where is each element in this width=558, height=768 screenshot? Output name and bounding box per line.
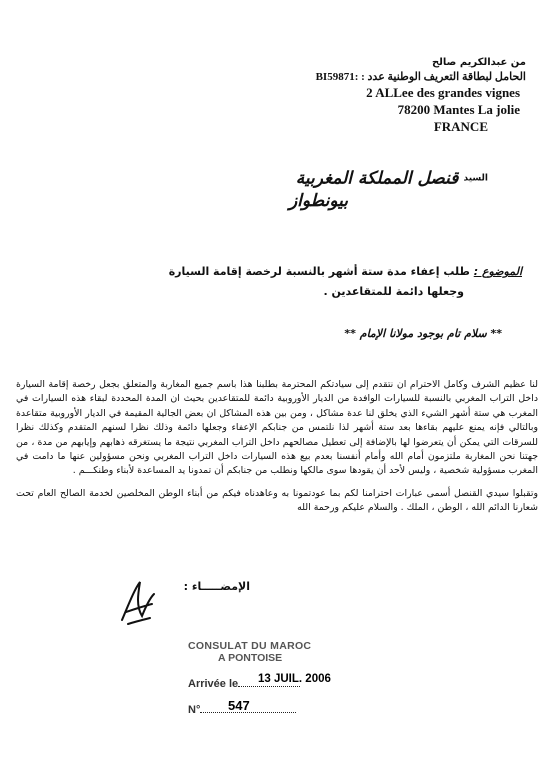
consulate-stamp (188, 640, 331, 716)
subject-line1: طلب إعفاء مدة ستة أشهر بالنسبة لرخصة إقامة السيارة (168, 265, 470, 278)
signature-label: الإمضـــــاء : (183, 580, 250, 593)
sender-id-label: الحامل لبطاقة التعريف الوطنية عدد : (361, 71, 526, 83)
letter-body (16, 378, 538, 516)
stamp-line2: A PONTOISE (218, 652, 283, 664)
recipient-city: بيونطواز (288, 190, 348, 211)
stamp-number-label: N° (188, 704, 201, 716)
sender-name: من عبدالكريم صالح (431, 57, 526, 68)
sender-id-number: BI59871: (315, 71, 359, 83)
stamp-number-value: 547 (228, 698, 250, 713)
body-paragraph-1: لنا عظيم الشرف وكامل الاحترام ان نتقدم إلى سيادتكم المحترمة بطلبنا هذا باسم جميع المغاربة والمتعلق بجعل رخصة إقامة السيارة داخل التراب المغربي بالنسبة للسيارات الوافدة من الديار الأوروبية دائمة للمتقاعدين بحيث ان المدة المحددة لبقاء هذه السيارات في المغرب هي ستة أشهر الشيء الذي يخلق لنا عدة مشاكل ، ومن بين هذه المشاكل ان بعض الجالية المقيمة في الديار الأوروبية متقاعدة وبالتالي فإنه يمنع عليهم بقاءها بعد ستة أشهر لذا نلتمس من جنابكم الإعفاء وجعلها دائمة وذلك نظرا لسنهم المتقدم وكذلك نظرا للسرقات التي يمكن أن يتعرضوا لها بالإضافة إلى تعطيل مصالحهم داخل التراب المغربي نتيجة ما يستغرقه ذهابهم وإيابهم من مدة ، من جهتنا نحن المغاربة ملتزمون أمام الله وأمام أنفسنا بعدم بيع هذه السيارات داخل التراب المغربي ونحن مسؤولين عنها ما دامت في المغرب مسؤولية شخصية ، وليس لأحد أن يقودها سوى مالكها ونطلب من جنابكم أن تمدونا يد المساعدة لأبناء وطنكـــم . (16, 379, 538, 477)
subject-label: الموضوع : (473, 265, 522, 278)
subject-line2: وجعلها دائمة للمتقاعدين . (323, 285, 464, 298)
sender-address-line1: 2 ALLee des grandes vignes (366, 85, 520, 100)
sender-id-line (266, 70, 526, 84)
stamp-arrival-row (188, 673, 331, 690)
stamp-line1: CONSULAT DU MAROC (188, 640, 312, 652)
recipient-title: السيد (463, 173, 488, 184)
sender-address-line2: 78200 Mantes La jolie (397, 102, 520, 117)
stamp-number-row (188, 698, 328, 716)
stamp-arrival-label: Arrivée le (188, 678, 239, 690)
greeting: ** سلام تام بوجود مولانا الإمام ** (344, 327, 502, 340)
subject-block (52, 262, 522, 302)
sender-country: FRANCE (433, 119, 488, 134)
recipient-name: قنصل المملكة المغربية (295, 168, 459, 189)
stamp-arrival-date: 13 JUIL. 2006 (258, 673, 331, 685)
body-paragraph-2: وتقبلوا سيدي القنصل أسمى عبارات احترامنا لكم بما عودتمونا به وعاهدناه فيكم من أبناء الوطن المخلصين لخدمة الصالح العام تحت شعارنا الدائم الله ، الوطن ، الملك . والسلام عليكم ورحمة الله (16, 487, 538, 514)
sender-block (266, 56, 526, 135)
recipient-block (88, 168, 488, 211)
handwritten-signature (118, 576, 158, 628)
